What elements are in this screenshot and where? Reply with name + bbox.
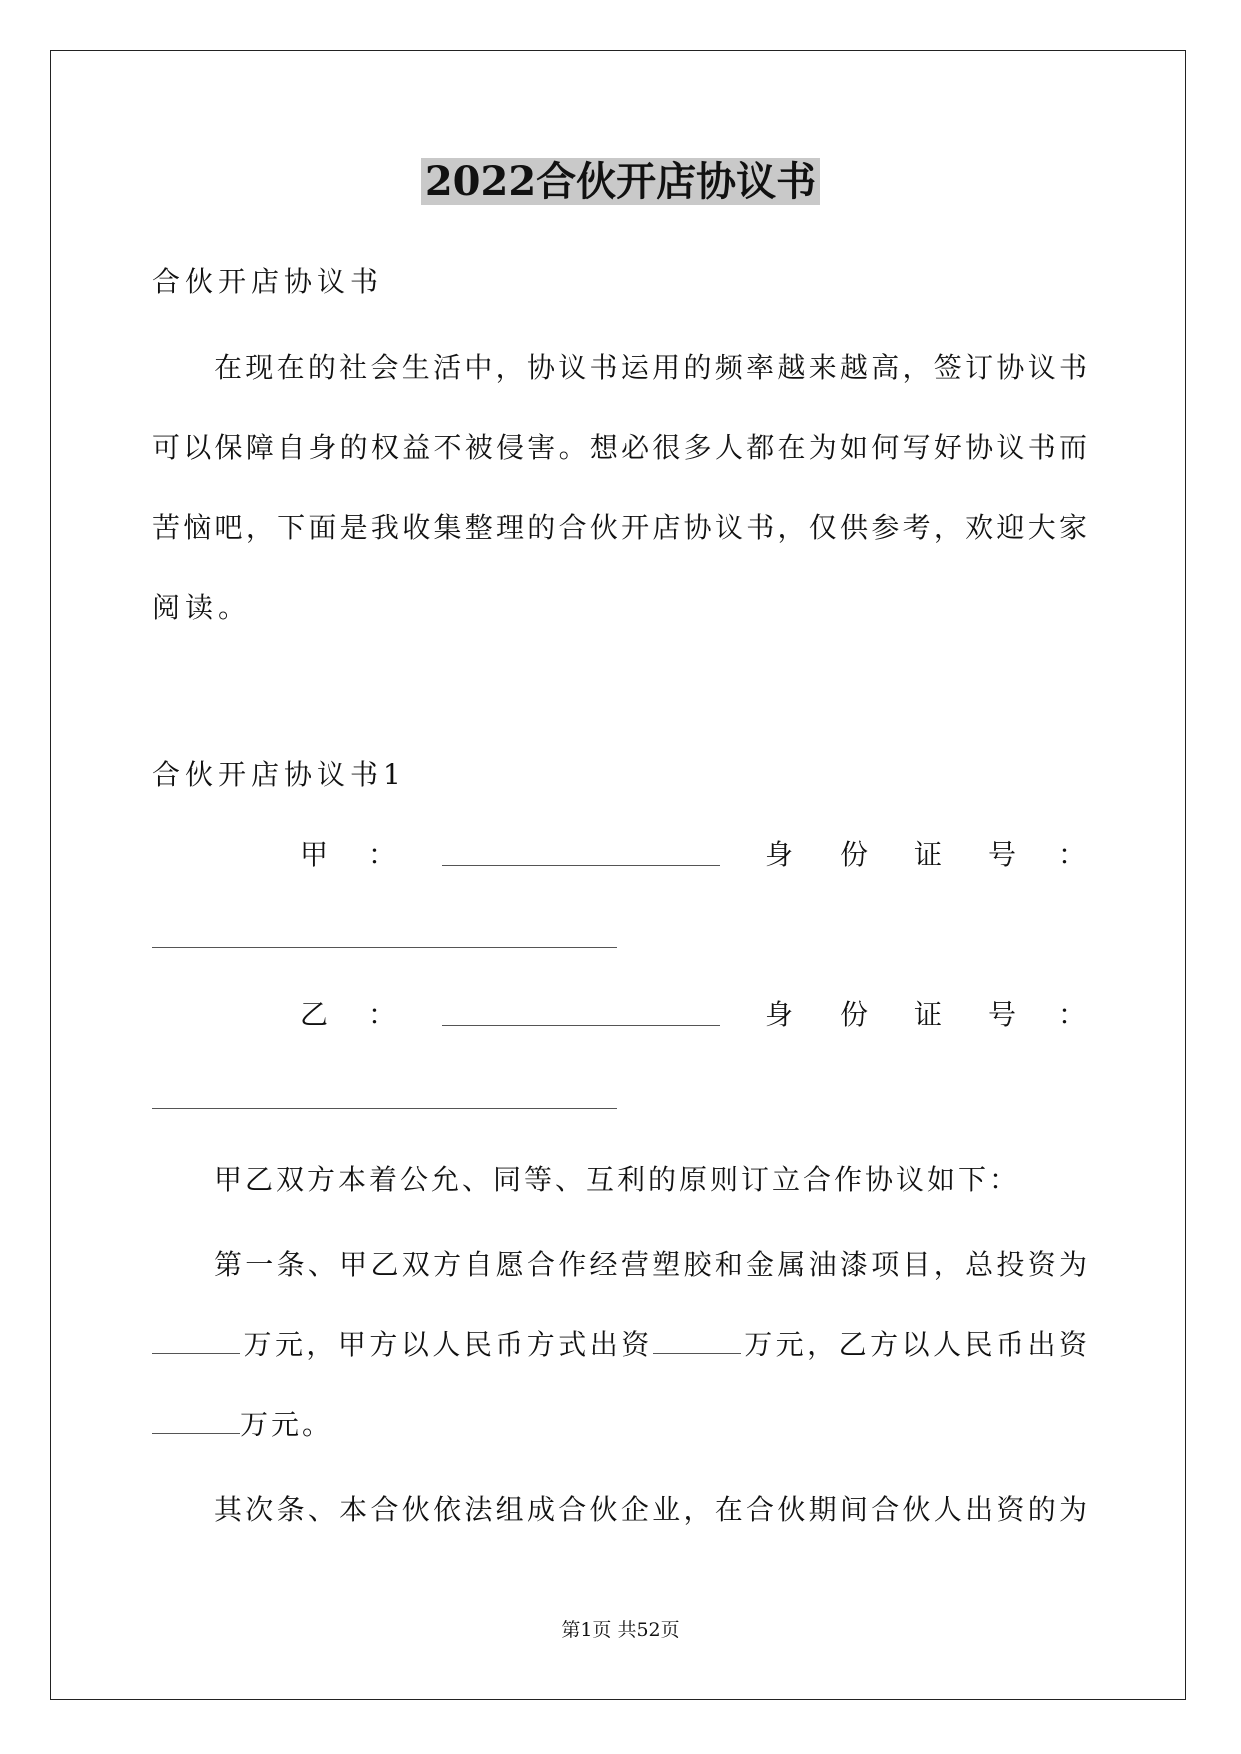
- principle-paragraph: 甲乙双方本着公允、同等、互利的原则订立合作协议如下：: [214, 1163, 1021, 1196]
- party-a-id-char-2: 份: [840, 838, 869, 871]
- document-title: [0, 155, 1241, 209]
- party-a-id-char-1: 身: [765, 838, 794, 871]
- party-a-id-colon: ：: [1058, 838, 1087, 871]
- party-b-row: [300, 995, 1087, 1035]
- document-subtitle: 合伙开店协议书: [152, 265, 384, 298]
- intro-line-4: 阅读。: [152, 591, 252, 624]
- page-number-footer: 第1页 共52页: [561, 1619, 680, 1641]
- intro-line-3: 苦恼吧，下面是我收集整理的合伙开店协议书，仅供参考，欢迎大家: [152, 511, 1087, 544]
- party-a-investment-blank[interactable]: [653, 1331, 741, 1354]
- party-b-id-blank[interactable]: [152, 1108, 617, 1109]
- section-title: 合伙开店协议书1: [152, 758, 406, 791]
- party-b-id-colon: ：: [1058, 998, 1087, 1031]
- party-b-label: 乙: [300, 998, 329, 1031]
- party-a-id-char-4: 号: [988, 838, 1017, 871]
- total-investment-blank[interactable]: [152, 1331, 240, 1354]
- document-title-text: 2022合伙开店协议书: [421, 158, 820, 205]
- article-2-line-1: 其次条、本合伙依法组成合伙企业，在合伙期间合伙人出资的为: [214, 1493, 1087, 1526]
- party-b-id-char-3: 证: [914, 998, 943, 1031]
- article-1-line-2-text-a: 万元，甲方以人民币方式出资: [240, 1328, 653, 1361]
- article-1-line-3-text: 万元。: [240, 1408, 334, 1441]
- party-a-label: 甲: [300, 838, 329, 871]
- intro-line-2: 可以保障自身的权益不被侵害。想必很多人都在为如何写好协议书而: [152, 431, 1087, 464]
- party-a-colon: ：: [368, 838, 397, 871]
- party-b-investment-blank[interactable]: [152, 1411, 240, 1434]
- article-1-line-2-text-b: 万元，乙方以人民币出资: [740, 1328, 1087, 1361]
- party-b-id-char-2: 份: [840, 998, 869, 1031]
- article-1-line-3: [152, 1405, 1087, 1445]
- party-a-row: [300, 835, 1087, 875]
- party-b-id-char-4: 号: [988, 998, 1017, 1031]
- article-1-line-2: [152, 1325, 1087, 1365]
- intro-line-1: 在现在的社会生活中，协议书运用的频率越来越高，签订协议书: [214, 351, 1087, 384]
- party-a-name-blank[interactable]: [442, 865, 720, 866]
- party-b-id-char-1: 身: [765, 998, 794, 1031]
- article-1-line-1: 第一条、甲乙双方自愿合作经营塑胶和金属油漆项目，总投资为: [214, 1248, 1087, 1281]
- party-b-name-blank[interactable]: [442, 1025, 720, 1026]
- party-b-colon: ：: [368, 998, 397, 1031]
- party-a-id-char-3: 证: [914, 838, 943, 871]
- party-a-id-blank[interactable]: [152, 947, 617, 948]
